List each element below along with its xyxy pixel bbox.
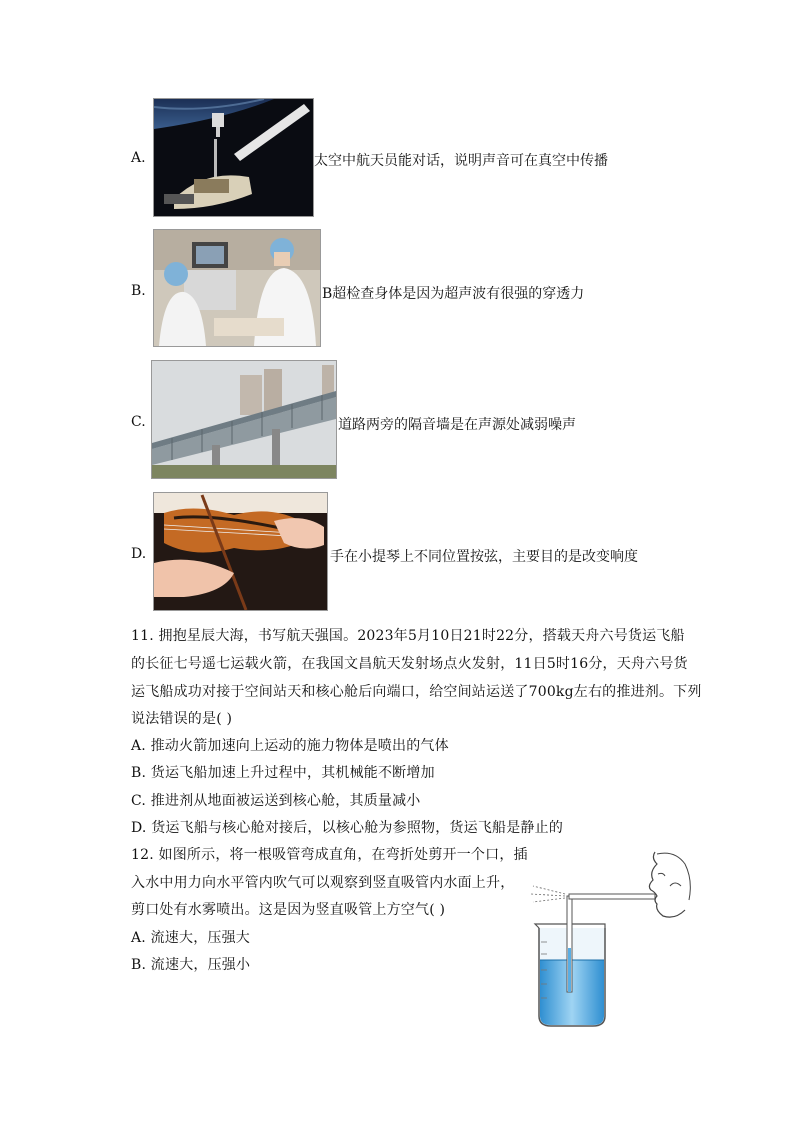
q11-option-b: B. 货运飞船加速上升过程中，其机械能不断增加 bbox=[131, 765, 435, 781]
q11-option-c: C. 推进剂从地面被运送到核心舱，其质量减小 bbox=[131, 793, 421, 809]
sound-barrier-road-photo bbox=[151, 360, 337, 479]
q12-option-a: A. 流速大，压强大 bbox=[131, 930, 251, 946]
option-text: 道路两旁的隔音墙是在声源处减弱噪声 bbox=[338, 417, 576, 433]
q12-stem-line-2: 入水中用力向水平管内吹气可以观察到竖直吸管内水面上升， bbox=[131, 875, 515, 891]
straw-beaker-blowing-diagram bbox=[525, 850, 695, 1030]
option-text: 手在小提琴上不同位置按弦，主要目的是改变响度 bbox=[330, 549, 638, 565]
q11-stem-line-2: 的长征七号遥七运载火箭，在我国文昌航天发射场点火发射，11日5时16分，天舟六号货 bbox=[131, 656, 688, 672]
option-text: B超检查身体是因为超声波有很强的穿透力 bbox=[322, 286, 585, 302]
q12-stem-line-1: 12. 如图所示，将一根吸管弯成直角，在弯折处剪开一个口，插 bbox=[131, 847, 528, 863]
option-text: 太空中航天员能对话，说明声音可在真空中传播 bbox=[314, 153, 608, 169]
option-letter: A. bbox=[131, 150, 146, 166]
space-shuttle-astronaut-photo bbox=[153, 98, 314, 217]
q12-option-b: B. 流速大，压强小 bbox=[131, 957, 251, 973]
q11-stem-line-4: 说法错误的是( ) bbox=[131, 711, 233, 727]
b-ultrasound-exam-photo bbox=[153, 229, 321, 347]
q11-stem-line-1: 11. 拥抱星辰大海，书写航天强国。2023年5月10日21时22分，搭载天舟六号货运飞船 bbox=[131, 628, 685, 644]
q11-option-d: D. 货运飞船与核心舱对接后，以核心舱为参照物，货运飞船是静止的 bbox=[131, 820, 564, 836]
option-letter: D. bbox=[131, 546, 147, 562]
q12-stem-line-3: 剪口处有水雾喷出。这是因为竖直吸管上方空气( ) bbox=[131, 902, 446, 918]
q11-stem-line-3: 运飞船成功对接于空间站天和核心舱后向端口，给空间站运送了700kg左右的推进剂。下列 bbox=[131, 684, 702, 700]
option-letter: B. bbox=[131, 283, 146, 299]
option-letter: C. bbox=[131, 414, 146, 430]
q11-option-a: A. 推动火箭加速向上运动的施力物体是喷出的气体 bbox=[131, 738, 449, 754]
violin-playing-photo bbox=[153, 492, 328, 611]
